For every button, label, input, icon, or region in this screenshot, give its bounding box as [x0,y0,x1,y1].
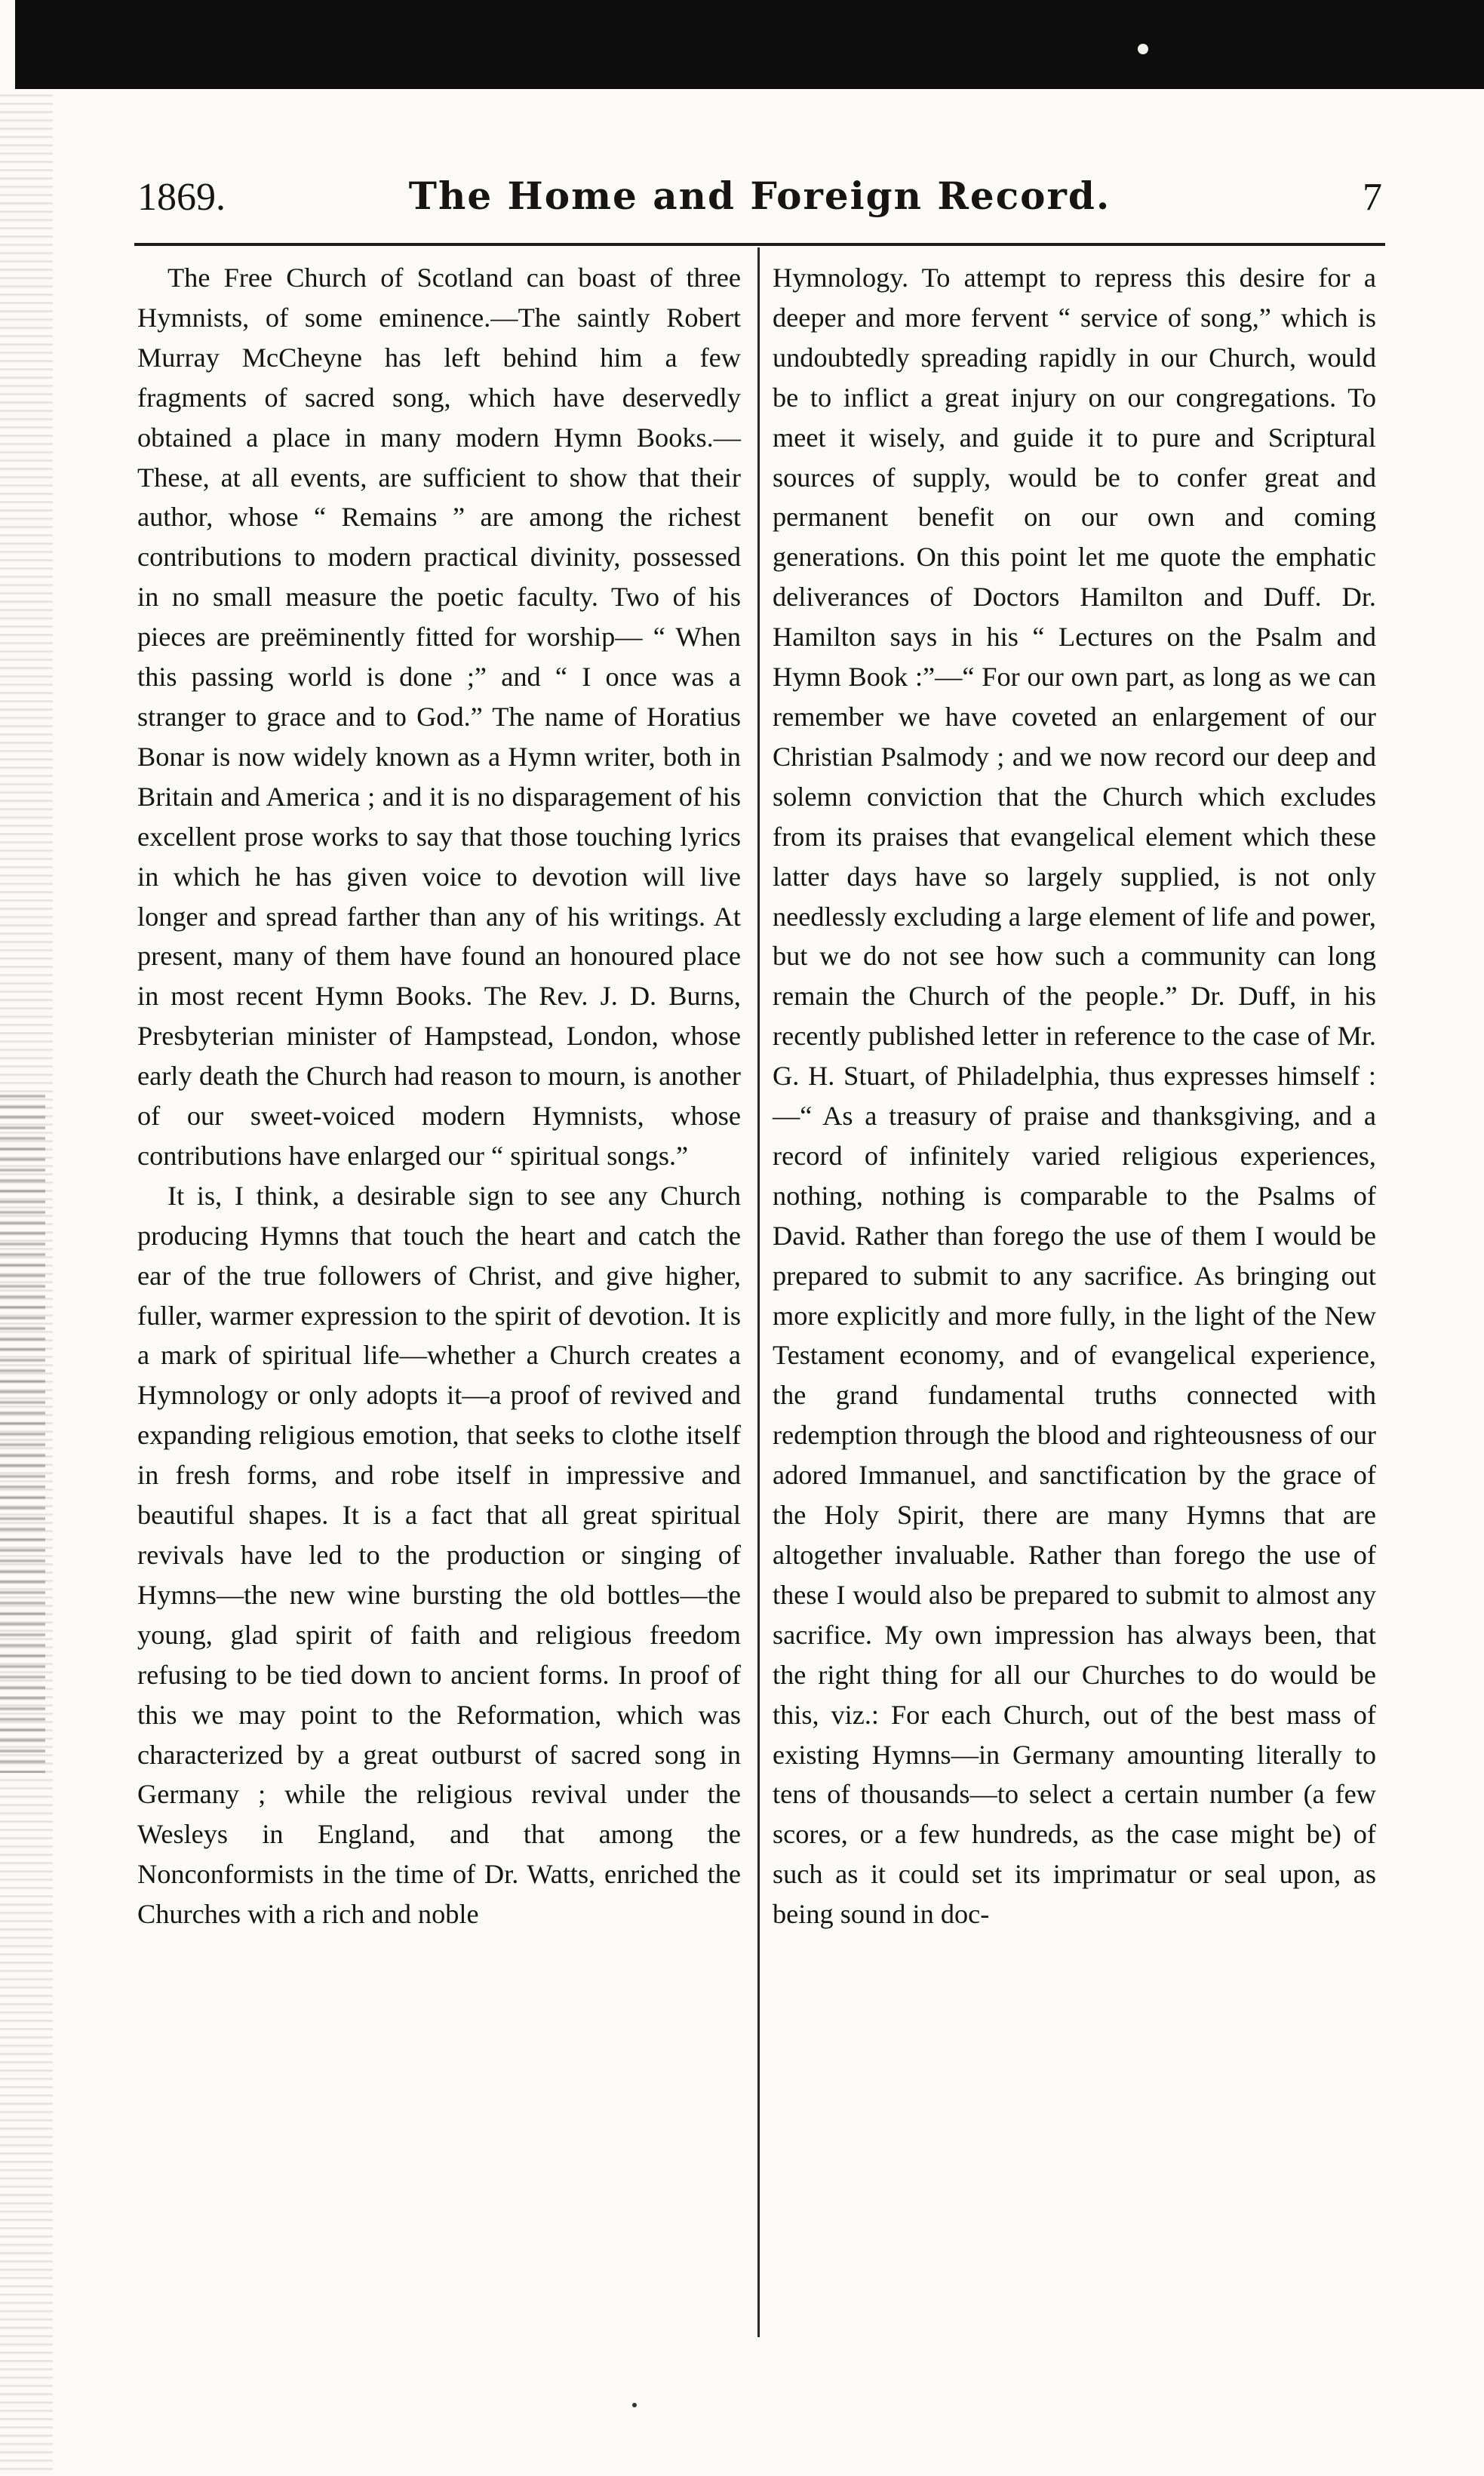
paragraph-hymnists: The Free Church of Scotland can boast of three Hymnists, of some eminence.—The saintly Robert Murray McCheyne has left behind him a few fragments of sacred song, which have deservedly obtained a place in many modern Hymn Books.—These, at all events, are sufficient to show that their author, whose “ Remains ” are among the richest contributions to modern practical divinity, possessed in no small measure the poetic faculty. Two of his pieces are preëminently fitted for worship— “ When this passing world is done ;” and “ I once was a stranger to grace and to God.” The name of Horatius Bonar is now widely known as a Hymn writer, both in Britain and America ; and it is no disparagement of his excellent prose works to say that those touching lyrics in which he has given voice to devotion will live longer and spread farther than any of his writings. At present, many of them have found an honoured place in most recent Hymn Books. The Rev. J. D. Burns, Presbyterian minister of Hampstead, London, whose early death the Church had reason to mourn, is another of our sweet-voiced modern Hymnists, whose contributions have enlarged our “ spiritual songs.” [137,263,741,1171]
page-header [137,175,1382,235]
header-rule [134,243,1385,246]
journal-title: The Home and Foreign Record. [408,174,1111,218]
scan-left-edge-shadow [0,1094,45,1773]
paragraph-desirable-sign: It is, I think, a desirable sign to see any Church producing Hymns that touch the heart and catch the ear of the true followers of Christ, and give higher, fuller, warmer expression to the spirit of devotion. It is a mark of spiritual life—whether a Church creates a Hymnology or only adopts it—a proof of revived and expanding religious emotion, that seeks to clothe itself in fresh forms, and robe itself in impressive and beautiful shapes. It is a fact that all great spiritual revivals have led to the production or singing of Hymns—the new wine bursting the old bottles—the young, glad spirit of faith and religious freedom refusing to be tied down to ancient forms. In proof of this we may point to the Reformation, which was characterized by a great outburst of sacred song in Germany ; while the religious revival under the Wesleys in England, and that among the Nonconformists in the time of Dr. Watts, enriched the Churches with a rich and noble [137,1180,741,1930]
scan-top-border [15,0,1484,89]
left-column [137,258,741,1934]
paragraph-hymnology-continued: Hymnology. To attempt to repress this desire for a deeper and more fervent “ service of song,” which is undoubtedly spreading rapidly in our Church, would be to inflict a great injury on our congregations. To meet it wisely, and guide it to pure and Scriptural sources of supply, would be to confer great and permanent benefit on our own and coming generations. On this point let me quote the emphatic deliverances of Doctors Hamilton and Duff. Dr. Hamilton says in his “ Lectures on the Psalm and Hymn Book :”—“ For our own part, as long as we can remember we have coveted an enlargement of our Christian Psalmody ; and we now record our deep and solemn conviction that the Church which excludes from its praises that evangelical element which these latter days have so largely supplied, is not only needlessly excluding a large element of life and power, but we do not see how such a community can long remain the Church of the people.” Dr. Duff, in his recently published letter in reference to the case of Mr. G. H. Stuart, of Philadelphia, thus expresses himself :—“ As a treasury of praise and thanksgiving, and a record of infinitely varied religious experiences, nothing, nothing is comparable to the Psalms of David. Rather than forego the use of them I would be prepared to submit to any sacrifice. As bringing out more explicitly and more fully, in the light of the New Testament economy, and of evangelical experience, the grand fundamental truths connected with redemption through the blood and righteousness of our adored Immanuel, and sanctification by the grace of the Holy Spirit, there are many Hymns that are altogether invaluable. Rather than forego the use of these I would also be prepared to submit to almost any sacrifice. My own impression has always been, that the right thing for all our Churches to do would be this, viz.: For each Church, out of the best mass of existing Hymns—in Germany amounting literally to tens of thousands—to select a certain number (a few scores, or a few hundreds, as the case might be) of such as it could set its imprimatur or seal upon, as being sound in doc- [773,263,1376,1930]
page-number: 7 [1363,176,1382,219]
column-divider [757,247,760,2337]
right-column [773,258,1376,1934]
ink-speck [632,2403,637,2407]
scan-artifact [1138,44,1148,54]
header-year: 1869. [137,176,226,219]
